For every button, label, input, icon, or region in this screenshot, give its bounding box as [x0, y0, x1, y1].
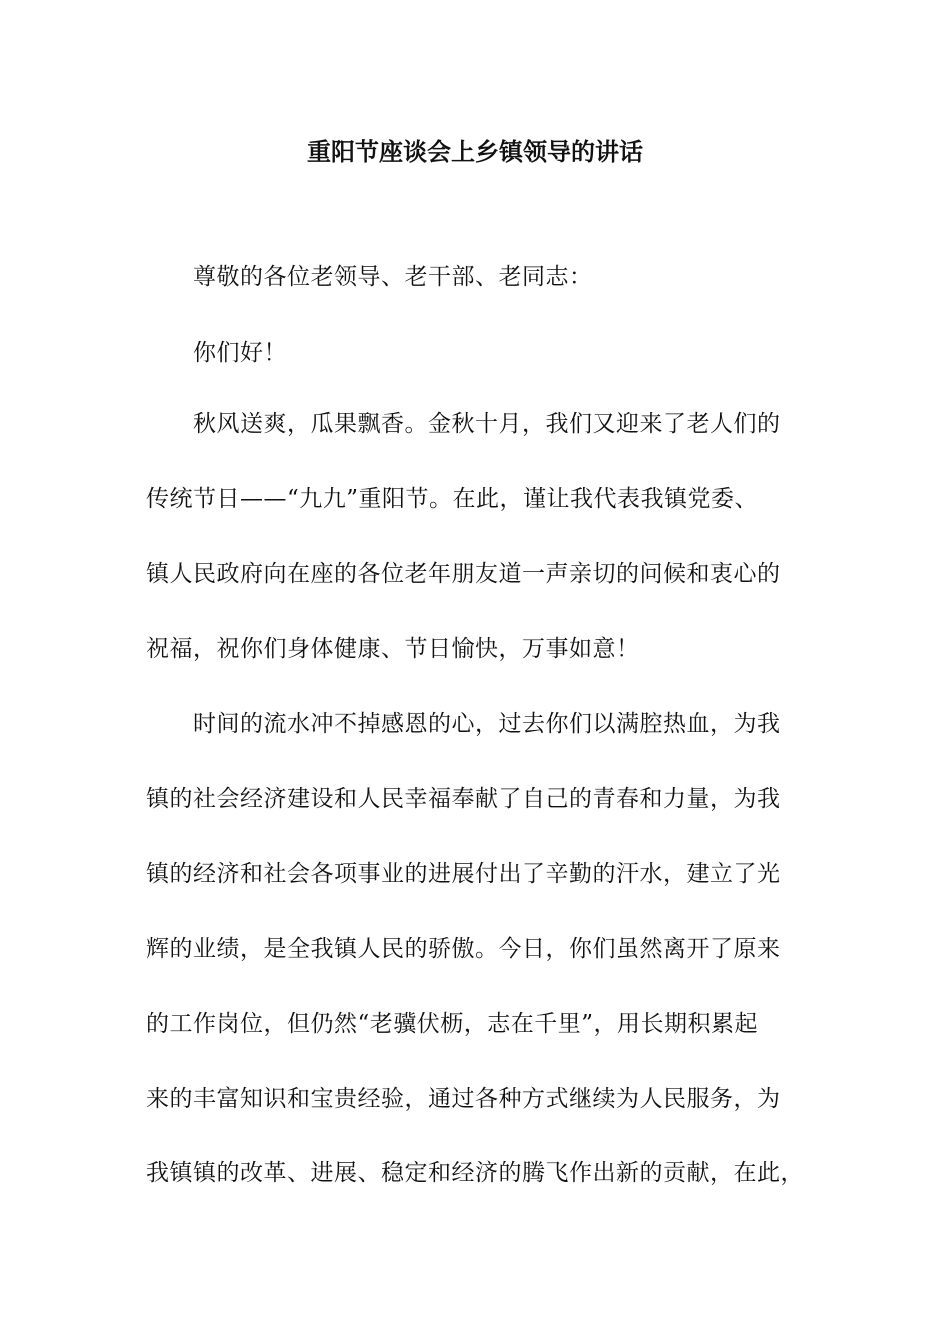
paragraph-line: 秋风送爽，瓜果飘香。金秋十月，我们又迎来了老人们的 — [193, 411, 781, 437]
paragraph-line: 传统节日——“九九”重阳节。在此，谨让我代表我镇党委、 — [146, 486, 759, 512]
paragraph-line: 镇的社会经济建设和人民幸福奉献了自己的青春和力量，为我 — [146, 786, 781, 812]
greeting-line: 你们好！ — [193, 340, 287, 366]
paragraph-line: 镇人民政府向在座的各位老年朋友道一声亲切的问候和衷心的 — [146, 561, 781, 587]
paragraph-line: 祝福，祝你们身体健康、节日愉快，万事如意！ — [146, 636, 640, 662]
paragraph-line: 镇的经济和社会各项事业的进展付出了辛勤的汗水，建立了光 — [146, 861, 781, 887]
paragraph-line: 辉的业绩，是全我镇人民的骄傲。今日，你们虽然离开了原来 — [146, 936, 781, 962]
paragraph-line: 我镇镇的改革、进展、稳定和经济的腾飞作出新的贡献，在此， — [146, 1160, 804, 1186]
paragraph-line: 的工作岗位，但仍然“老骥伏枥，志在千里”，用长期积累起 — [146, 1011, 759, 1037]
salutation-line: 尊敬的各位老领导、老干部、老同志： — [193, 264, 593, 290]
paragraph-line: 来的丰富知识和宝贵经验，通过各种方式继续为人民服务，为 — [146, 1086, 781, 1112]
document-title: 重阳节座谈会上乡镇领导的讲话 — [307, 138, 643, 166]
paragraph-line: 时间的流水冲不掉感恩的心，过去你们以满腔热血，为我 — [193, 711, 781, 737]
